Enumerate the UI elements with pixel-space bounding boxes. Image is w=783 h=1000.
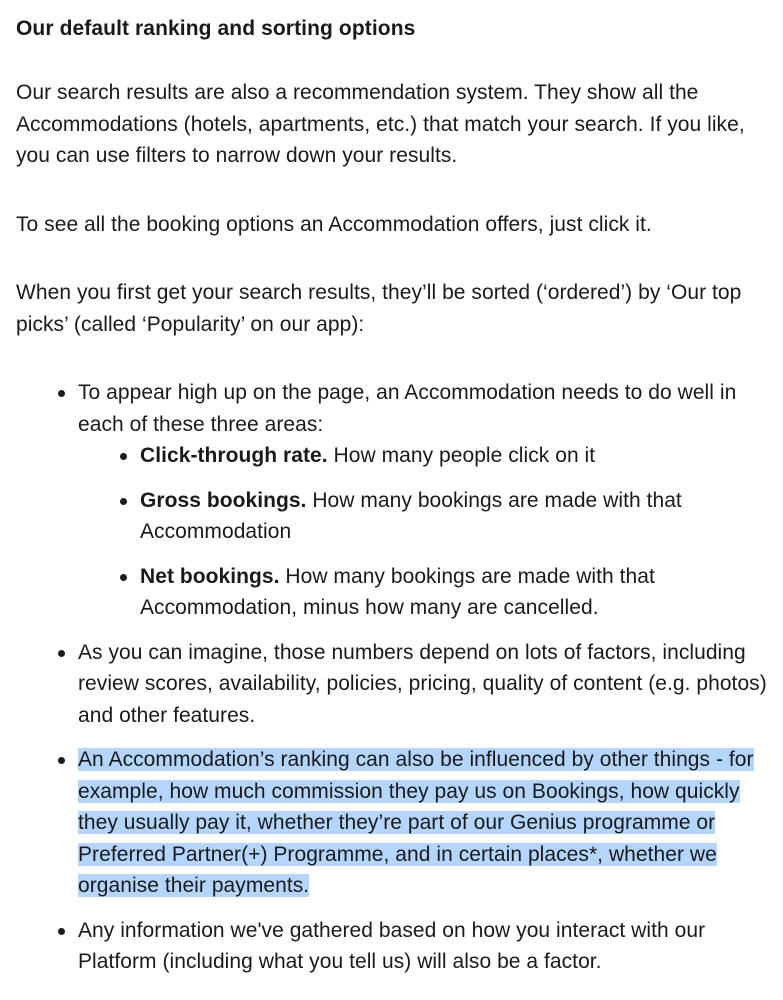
- area-term: Gross bookings.: [140, 488, 307, 512]
- list-item-text: As you can imagine, those numbers depend on lots of factors, including review scores, availability, policies, pricing, quality of content (e.g. photos) and other features.: [78, 640, 767, 727]
- paragraph-booking-options: To see all the booking options an Accommodation offers, just click it.: [16, 212, 652, 236]
- area-description: How many bookings are made with that Accommodation, minus how many are cancelled.: [140, 564, 655, 619]
- list-item-interaction-factor: [78, 915, 771, 978]
- section-heading: Our default ranking and sorting options: [16, 17, 416, 40]
- list-item-ranking-areas: [78, 377, 771, 624]
- list-item-net-bookings: [140, 561, 771, 624]
- list-item-factors: [78, 637, 771, 732]
- area-term: Net bookings.: [140, 564, 280, 588]
- ranking-areas-list: [78, 440, 771, 624]
- ranking-bullet-list: [16, 377, 771, 978]
- list-item-click-through-rate: [140, 440, 771, 472]
- area-description: How many people click on it: [327, 444, 596, 467]
- list-item-ranking-influence: [78, 744, 771, 902]
- paragraph-sort-order: When you first get your search results, they’ll be sorted (‘ordered’) by ‘Our top picks’ (called ‘Popularity’ on our app):: [16, 281, 742, 336]
- list-item-text: Any information we've gathered based on how you interact with our Platform (including what you tell us) will also be a factor.: [78, 918, 706, 973]
- list-item-text: To appear high up on the page, an Accommodation needs to do well in each of these three areas:: [78, 381, 737, 436]
- list-item-gross-bookings: [140, 485, 771, 548]
- paragraph-recommendation: Our search results are also a recommendation system. They show all the Accommodations (hotels, apartments, etc.) that match your search. If you like, you can use filters to narrow down your results.: [16, 81, 745, 167]
- area-description: How many bookings are made with that Accommodation: [140, 488, 682, 543]
- area-term: Click-through rate.: [140, 444, 328, 467]
- highlighted-text-selection[interactable]: An Accommodation’s ranking can also be influenced by other things - for example, how much commission they pay us on Bookings, how quickly they usually pay it, whether they’re part of our Genius programme or Preferred Partner(+) Programme, and in certain places*, whether we organise their payments.: [78, 748, 754, 897]
